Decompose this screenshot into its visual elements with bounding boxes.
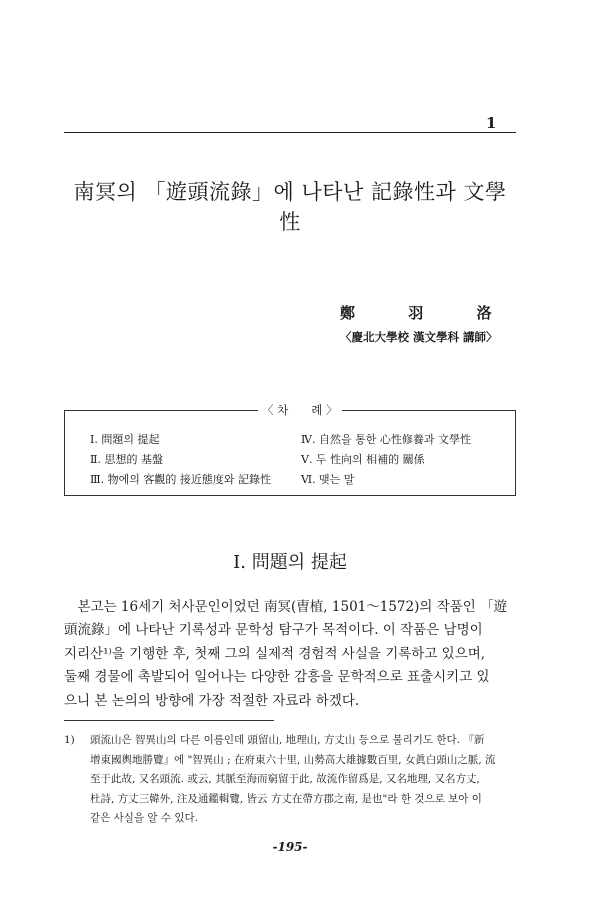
toc-item: Ⅲ. 物에의 客觀的 接近態度와 記錄性 [90, 473, 271, 486]
header-rule [64, 132, 516, 133]
body-paragraph [64, 596, 516, 713]
page-footer-number: -195- [272, 840, 308, 854]
body-line: 頭流錄」에 나타난 기록성과 문학성 탐구가 목적이다. 이 작품은 남명이 [64, 622, 483, 639]
toc-item: Ⅴ. 두 性向의 相補的 關係 [301, 453, 425, 466]
toc-item: Ⅵ. 맺는 말 [301, 473, 355, 486]
paper-title: 南冥의 「遊頭流錄」에 나타난 記錄性과 文學性 [73, 180, 507, 234]
body-line: 본고는 16세기 처사문인이었던 南冥(曺植, 1501～1572)의 작품인 「遊 [64, 599, 508, 615]
body-line: 으니 본 논의의 방향에 가장 적절한 자료라 하겠다. [64, 692, 360, 709]
section-heading: Ⅰ. 問題의 提起 [233, 552, 347, 573]
toc-heading: 〈 차 례 〉 [258, 403, 342, 417]
author-affiliation: 〈慶北大學校 漢文學科 講師〉 [340, 330, 498, 344]
toc-item: Ⅰ. 問題의 提起 [90, 433, 160, 446]
toc-item: Ⅱ. 思想的 基盤 [90, 453, 163, 466]
author-name: 鄭 羽 洛 [340, 304, 516, 322]
toc-column-left [90, 430, 271, 490]
footnote-line: 같은 사실을 알 수 있다. [90, 812, 198, 825]
toc-item: Ⅳ. 自然을 통한 心性修養과 文學性 [301, 433, 471, 446]
footnote-line: 至于此故, 又名頭流. 或云, 其脈至海而窮留于此, 故流作留爲是, 又名地理, 又名方丈, [90, 773, 480, 786]
footnote [64, 731, 516, 829]
body-line: 둘째 경물에 촉발되어 일어나는 다양한 감흥을 문학적으로 표출시키고 있 [64, 669, 490, 686]
footnote-number: 1) [64, 734, 75, 746]
footnote-rule [64, 720, 274, 721]
page-number: 1 [486, 114, 497, 132]
footnote-line: 杜詩, 方丈三韓外, 注及通鑑輯覽, 皆云 方丈在帶方郡之南, 是也"라 한 것으로 보아 이 [90, 792, 482, 805]
body-line: 지리산¹⁾을 기행한 후, 첫째 그의 실제적 경험적 사실을 기록하고 있으며, [64, 645, 486, 662]
footnote-line: 增東國輿地勝覽』에 "智異山 ; 在府東六十里, 山勢高大雄據數百里, 女眞白頭山之脈, 流 [90, 753, 496, 766]
toc-column-right [301, 430, 471, 490]
footnote-line: 頭流山은 智異山의 다른 이름인데 頭留山, 地理山, 方丈山 등으로 불리기도 한다. 『新 [90, 734, 485, 746]
